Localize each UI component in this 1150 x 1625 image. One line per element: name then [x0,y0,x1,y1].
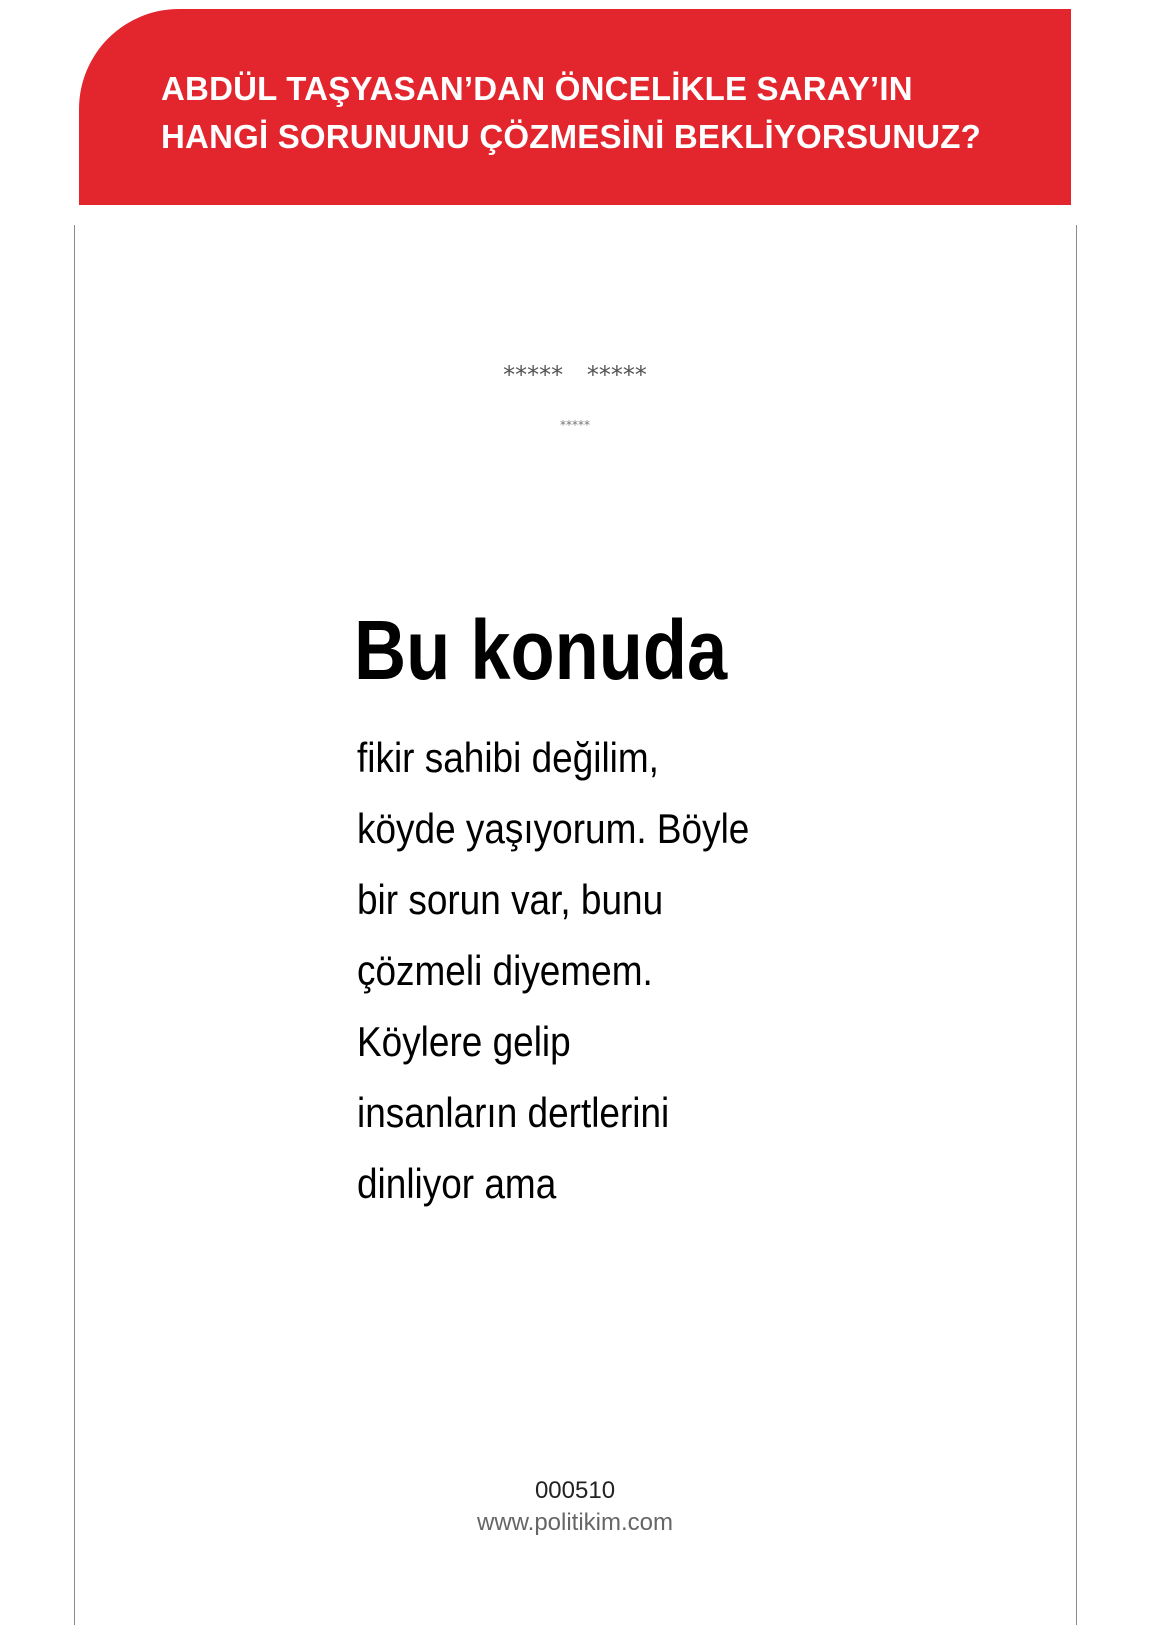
header-banner [79,9,1071,205]
answer-line: Köylere gelip [357,1018,571,1065]
question-line-1: ABDÜL TAŞYASAN’DAN ÖNCELİKLE SARAY’IN [161,70,913,107]
answer-line: dinliyor ama [357,1160,557,1207]
answer-body [357,722,877,1219]
answer-line: insanların dertlerini [357,1089,670,1136]
masked-first-name: ***** [503,361,564,389]
answer-title: Bu konuda [354,603,728,697]
masked-respondent-detail: ***** [560,418,590,432]
document-number: 000510 [534,1477,616,1504]
answer-line: çözmeli diyemem. [357,947,653,994]
masked-respondent-name [0,363,1150,387]
answer-line: köyde yaşıyorum. Böyle [357,805,750,852]
question-line-2: HANGİ SORUNUNU ÇÖZMESİNİ BEKLİYORSUNUZ? [161,118,981,155]
answer-line: fikir sahibi değilim, [357,734,659,781]
masked-last-name: ***** [586,361,647,389]
answer-line: bir sorun var, bunu [357,876,664,923]
website-link[interactable]: www.politikim.com [476,1509,674,1536]
